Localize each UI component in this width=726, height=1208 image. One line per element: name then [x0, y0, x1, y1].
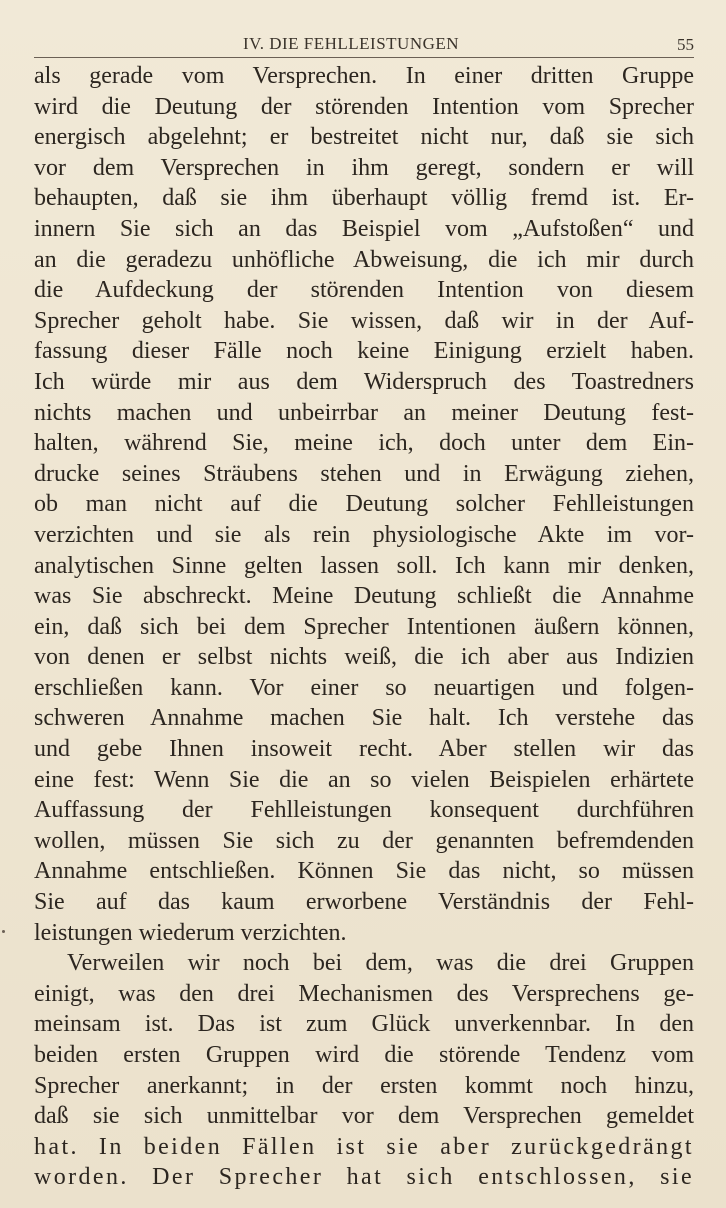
text-line: einigt, was den drei Mechanismen des Versprechens ge-: [34, 980, 694, 1007]
text-line: energisch abgelehnt; er bestreitet nicht nur, daß sie sich: [34, 124, 694, 151]
text-line: als gerade vom Versprechen. In einer dritten Gruppe: [34, 63, 694, 89]
text-line: eine fest: Wenn Sie die an so vielen Beispielen erhärtete: [34, 766, 694, 793]
text-line: nichts machen und unbeirrbar an meiner Deutung fest-: [34, 399, 694, 426]
text-line: Annahme entschließen. Können Sie das nicht, so müssen: [34, 858, 694, 885]
page-number: 55: [677, 35, 694, 54]
header-rule: [34, 57, 694, 58]
running-head: IV. DIE FEHLLEISTUNGEN: [242, 34, 460, 53]
text-line: Sprecher anerkannt; in der ersten kommt noch hinzu,: [34, 1072, 694, 1099]
text-line-spaced: worden. Der Sprecher hat sich entschlossen, sie: [34, 1164, 694, 1191]
text-line: Sie auf das kaum erworbene Verständnis der Fehl-: [34, 889, 694, 916]
text-line: beiden ersten Gruppen wird die störende Tendenz vom: [34, 1042, 694, 1068]
text-line: Auffassung der Fehlleistungen konsequent durchführen: [34, 797, 694, 824]
text-line: und gebe Ihnen insoweit recht. Aber stellen wir das: [34, 736, 694, 763]
text-line-spaced: hat. In beiden Fällen ist sie aber zurückgedrängt: [34, 1133, 694, 1160]
text-line: Ich würde mir aus dem Widerspruch des Toastredners: [34, 368, 694, 395]
text-line: behaupten, daß sie ihm überhaupt völlig fremd ist. Er-: [34, 185, 694, 212]
text-line: ein, daß sich bei dem Sprecher Intentionen äußern können,: [34, 613, 694, 640]
text-line: von denen er selbst nichts weiß, die ich aber aus Indizien: [34, 644, 694, 671]
text-line: an die geradezu unhöfliche Abweisung, die ich mir durch: [34, 246, 694, 273]
text-line-paragraph-start: Verweilen wir noch bei dem, was die drei Gruppen: [67, 950, 694, 977]
text-line: fassung dieser Fälle noch keine Einigung erzielt haben.: [34, 338, 694, 365]
body-text: [34, 61, 694, 1193]
page-header: [34, 30, 694, 56]
text-line: die Aufdeckung der störenden Intention von diesem: [34, 277, 694, 304]
text-line: daß sie sich unmittelbar vor dem Versprechen gemeldet: [34, 1103, 694, 1130]
text-line: wird die Deutung der störenden Intention vom Sprecher: [34, 93, 694, 120]
text-line: meinsam ist. Das ist zum Glück unverkennbar. In den: [34, 1011, 694, 1038]
text-line: verzichten und sie als rein physiologische Akte im vor-: [34, 521, 694, 548]
text-line: was Sie abschreckt. Meine Deutung schließt die Annahme: [34, 583, 694, 610]
text-line: ob man nicht auf die Deutung solcher Fehlleistungen: [34, 491, 694, 518]
text-line-paragraph-end: leistungen wiederum verzichten.: [34, 919, 347, 946]
text-line: erschließen kann. Vor einer so neuartigen und folgen-: [34, 674, 694, 701]
text-line: wollen, müssen Sie sich zu der genannten befremdenden: [34, 827, 694, 854]
text-line: vor dem Versprechen in ihm geregt, sondern er will: [34, 154, 694, 181]
text-line: analytischen Sinne gelten lassen soll. Ich kann mir denken,: [34, 552, 694, 579]
text-line: drucke seines Sträubens stehen und in Erwägung ziehen,: [34, 460, 694, 487]
text-line: Sprecher geholt habe. Sie wissen, daß wir in der Auf-: [34, 307, 694, 334]
text-line: schweren Annahme machen Sie halt. Ich verstehe das: [34, 705, 694, 732]
text-line: halten, während Sie, meine ich, doch unter dem Ein-: [34, 430, 694, 457]
text-line: innern Sie sich an das Beispiel vom „Aufstoßen“ und: [34, 215, 694, 242]
margin-speck: [2, 930, 5, 933]
